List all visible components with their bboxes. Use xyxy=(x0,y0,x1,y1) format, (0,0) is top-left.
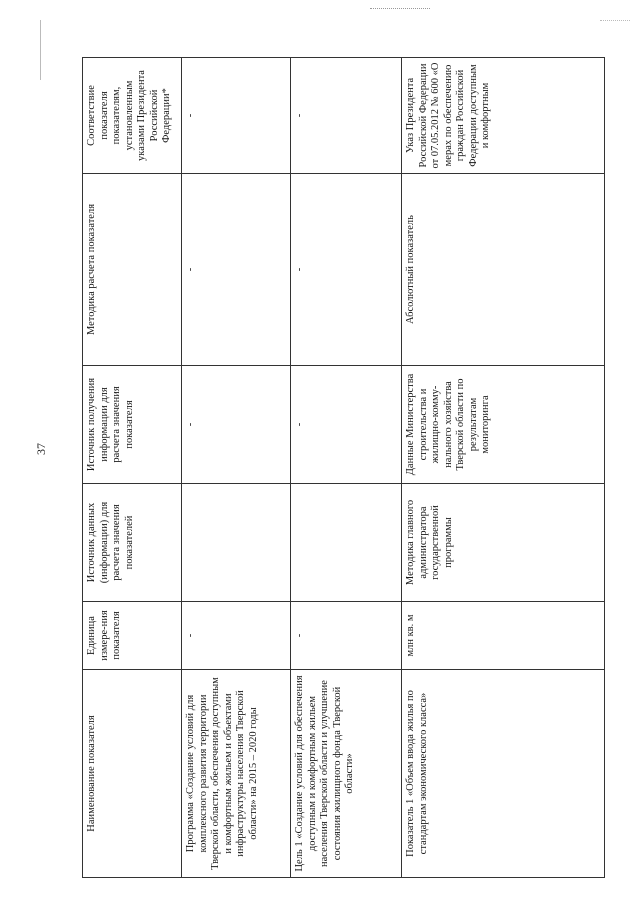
cell-indicator-name: Цель 1 «Создание условий для обеспечения доступным и комфортным жильем населения Тверской области и улучшение состояния жилищного фонда Тверской области» xyxy=(291,670,402,878)
table-header-row xyxy=(83,58,182,878)
cell-info-source: - xyxy=(291,366,402,484)
cell-data-source xyxy=(291,484,402,602)
cell-data-source: Методика главного администратора государственной программы xyxy=(402,484,605,602)
header-decree-compliance: Соответствие показателя показателям, установленным указами Президента Российской Федерации* xyxy=(83,58,182,174)
header-unit: Единица измере-ния показателя xyxy=(83,602,182,670)
indicators-table xyxy=(82,57,605,878)
scan-mark xyxy=(600,20,630,21)
indicators-table-container xyxy=(82,58,600,878)
table-row xyxy=(291,58,402,878)
cell-method: - xyxy=(182,174,291,366)
cell-method: Абсолютный показатель xyxy=(402,174,605,366)
page-number: 37 xyxy=(34,443,48,455)
table-row xyxy=(182,58,291,878)
cell-indicator-name: Показатель 1 «Объем ввода жилья по стандартам экономического класса» xyxy=(402,670,605,878)
cell-info-source: Данные Министерства строительства и жилищно-комму-нального хозяйства Тверской области по результатам мониторинга xyxy=(402,366,605,484)
cell-decree-compliance: - xyxy=(182,58,291,174)
scan-mark xyxy=(370,8,430,9)
cell-unit: - xyxy=(182,602,291,670)
header-indicator-name: Наименование показателя xyxy=(83,670,182,878)
cell-info-source: - xyxy=(182,366,291,484)
cell-decree-compliance: Указ Президента Российской Федерации от 07.05.2012 № 600 «О мерах по обеспечению граждан Российской Федерации доступным и комфортным xyxy=(402,58,605,174)
table-row xyxy=(402,58,605,878)
header-data-source: Источник данных (информации) для расчета значения показателей xyxy=(83,484,182,602)
cell-decree-compliance: - xyxy=(291,58,402,174)
header-method: Методика расчета показателя xyxy=(83,174,182,366)
cell-indicator-name: Программа «Создание условий для комплексного развития территории Тверской области, обеспечения доступным и комфортным жильем и объектами инфраструктуры населения Тверской области» на 2015 – 2020 годы xyxy=(182,670,291,878)
cell-unit: - xyxy=(291,602,402,670)
scan-mark xyxy=(40,20,42,80)
header-info-source: Источник получения информации для расчета значения показателя xyxy=(83,366,182,484)
cell-method: - xyxy=(291,174,402,366)
cell-data-source xyxy=(182,484,291,602)
cell-unit: млн кв. м xyxy=(402,602,605,670)
